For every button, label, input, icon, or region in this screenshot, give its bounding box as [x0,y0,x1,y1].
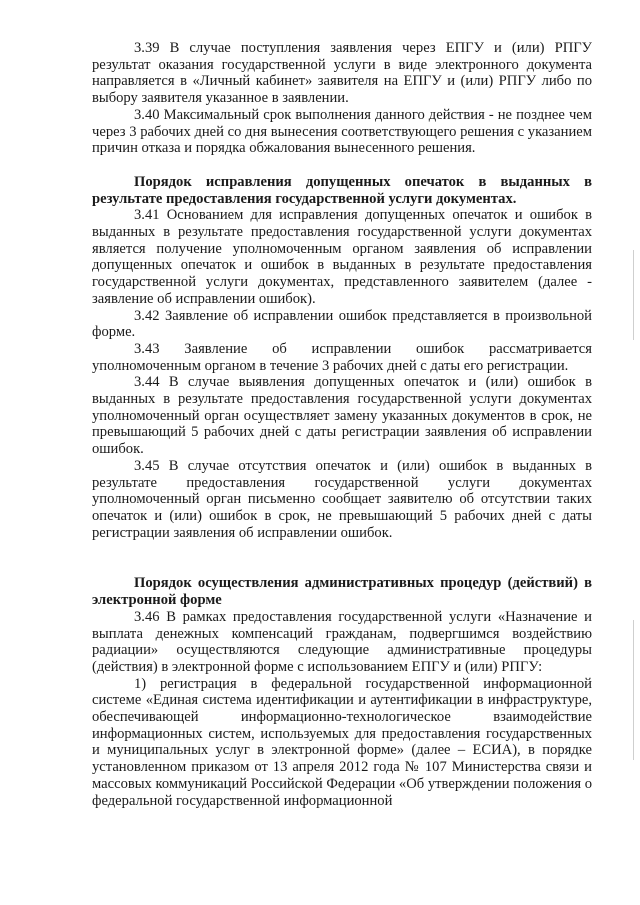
section-heading-electronic-form: Порядок осуществления административных процедур (действий) в электронной форме [92,575,592,609]
paragraph-3-39: 3.39 В случае поступления заявления через ЕПГУ и (или) РПГУ результат оказания государственной услуги в виде электронного документа направляется в «Личный кабинет» заявителя на ЕПГУ и (или) РПГУ либо по выбору заявителя указанное в заявлении. [92,40,592,107]
paragraph-3-46: 3.46 В рамках предоставления государственной услуги «Назначение и выплата денежных компенсаций гражданам, подвергшимся воздействию радиации» осуществляются следующие административные процедуры (действия) в электронной форме с использованием ЕПГУ и (или) РПГУ: [92,608,592,675]
spacer [92,541,592,575]
paragraph-3-41: 3.41 Основанием для исправления допущенных опечаток и ошибок в выданных в результате предоставления государственной услуги документах является получение уполномоченным органом заявления об исправлении допущенных опечаток и ошибок в выданных в результате предоставления государственной услуги документах, представленного заявителем (далее - заявление об исправлении ошибок). [92,207,592,307]
paragraph-3-43: 3.43 Заявление об исправлении ошибок рассматривается уполномоченным органом в течение 3 рабочих дней с даты его регистрации. [92,340,592,374]
spacer [92,157,592,174]
paragraph-3-42: 3.42 Заявление об исправлении ошибок представляется в произвольной форме. [92,307,592,341]
paragraph-3-45: 3.45 В случае отсутствия опечаток и (или) ошибок в выданных в результате предоставления государственной услуги документах уполномоченный орган письменно сообщает заявителю об отсутствии таких опечаток и (или) ошибок в срок, не превышающий 5 рабочих дней с даты регистрации заявления об исправлении ошибок. [92,457,592,541]
paragraph-3-46-item-1: 1) регистрация в федеральной государственной информационной системе «Единая система идентификации и аутентификации в инфраструктуре, обеспечивающей информационно-технологическое взаимодействие информационных систем, используемых для предоставления государственных и муниципальных услуг в электронной форме» (далее – ЕСИА), в порядке установленном приказом от 13 апреля 2012 года № 107 Министерства связи и массовых коммуникаций Российской Федерации «Об утверждении положения о федеральной государственной информационной [92,675,592,809]
section-heading-corrections: Порядок исправления допущенных опечаток в выданных в результате предоставления государственной услуги документах. [92,173,592,207]
scan-edge-mark [633,620,634,760]
paragraph-3-40: 3.40 Максимальный срок выполнения данного действия - не позднее чем через 3 рабочих дней со дня вынесения соответствующего решения с указанием причин отказа и порядка обжалования вынесенного решения. [92,106,592,157]
scan-edge-mark [633,250,634,340]
paragraph-3-44: 3.44 В случае выявления допущенных опечаток и (или) ошибок в выданных в результате предоставления государственной услуги документах уполномоченный орган осуществляет замену указанных документов в срок, не превышающий 5 рабочих дней с даты регистрации заявления об исправлении ошибок. [92,374,592,458]
